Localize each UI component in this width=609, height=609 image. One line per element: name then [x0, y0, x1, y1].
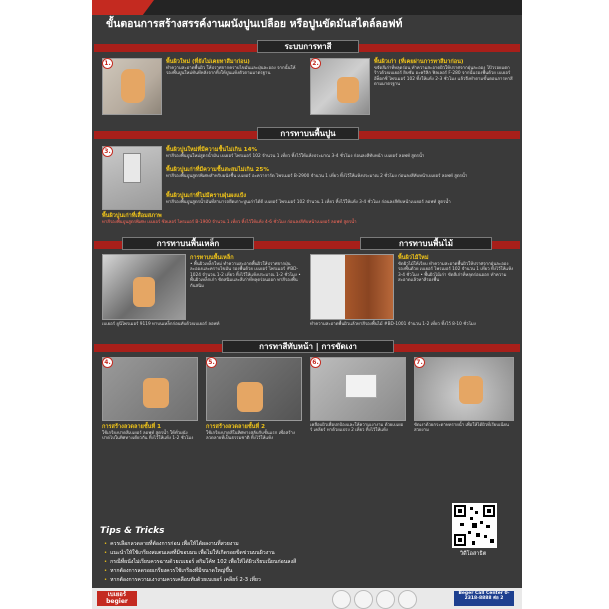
finish-step-4-text: ขัดเงาด้วยกระดาษทรายน้ำ เพื่อให้ได้ผิวที่เรียบเนียนสวยงาม	[414, 423, 509, 434]
step-3-text-1: ทาสีรองพื้นปูนใหม่สูตรน้ำมัน เบเยอร์ ไพรเมอร์ 102 จำนวน 1 เที่ยว ทิ้งไว้ให้แห้งประมาณ 3-4 ชั่วโมง ก่อนลงสีทับหน้า เบเยอร์ ลอฟท์ สูตรน้ำ	[166, 154, 425, 159]
tip-item: • กรณีที่ผนังไม่เรียบควรฉาบด้วยเบเยอร์ สกิมโค้ท 102 เพื่อให้ได้ผิวเรียบเนียนก่อนลงสี	[104, 559, 297, 565]
photo-polish	[414, 357, 514, 421]
photo-steel	[102, 254, 186, 320]
brush-icon	[345, 374, 377, 398]
step-3-label-2: พื้นผิวปูนเก่าที่มีความชื้นสะสมไม่เกิน 25%	[166, 167, 269, 173]
step-number-1: 1.	[102, 58, 113, 69]
tip-item: • หากต้องการความเงางามควรเคลือบทับด้วยเบเยอร์ เคลียร์ 2-3 เที่ยว	[104, 577, 261, 583]
certification-badge-icon	[398, 590, 417, 609]
certification-badge-icon	[332, 590, 351, 609]
photo-brush	[310, 357, 406, 421]
photo-trowel-1	[102, 357, 198, 421]
step-1-text: ทำความสะอาดพื้นผิว ให้ปราศจากคราบไขมันและฝุ่นละออง จากนั้นให้รองพื้นปูนใหม่ทันทีหลังจากทิ้งให้ปูนแห้งตัวตามมาตรฐาน	[166, 66, 296, 77]
step-number-5: 5.	[206, 357, 217, 368]
step-1-label: พื้นผิวใหม่ (ที่ยังไม่เคยทาสีมาก่อน)	[166, 59, 250, 65]
step-3-text-4: ทาสีรองพื้นปูนสูตรพิเศษ เบเยอร์ ซีลเลอร์ ไพรเมอร์ B-1900 จำนวน 1 เที่ยว ทิ้งไว้ให้แห้ง 4-6 ชั่วโมง ก่อนลงสีทับหน้าเบเยอร์ ลอฟท์ สูตรน้ำ	[102, 220, 357, 225]
wall-panel	[311, 255, 345, 319]
section-title-steel: การทาบนพื้นเหล็ก	[122, 237, 254, 250]
step-number-4: 4.	[102, 357, 113, 368]
section-title-floor: การทาบนพื้นปูน	[257, 127, 359, 140]
hand-icon	[121, 69, 145, 103]
brand-logo: เบเยอร์ begier	[97, 591, 137, 606]
step-3-label-4: พื้นผิวปูนเก่าที่เสื่อมสภาพ	[102, 213, 162, 219]
header-bar	[92, 0, 522, 15]
qr-code[interactable]	[452, 503, 497, 548]
hand-icon	[237, 382, 263, 412]
finish-step-1-text: ใช้เกรียงปาดสีเบเยอร์ ลอฟท์ สูตรน้ำ ให้ทั่วผนัง ปาดไปในทิศทางเดียวกัน ทิ้งไว้ให้แห้ง 1-2 ชั่วโมง	[102, 431, 194, 442]
steel-label: การทาบนพื้นเหล็ก	[190, 255, 234, 261]
hand-icon	[337, 77, 359, 103]
finish-step-2-label: การสร้างลวดลายชั้นที่ 2	[206, 424, 266, 430]
hand-icon	[143, 378, 169, 408]
wood-label: พื้นผิวไม้ใหม่	[398, 255, 429, 261]
qr-label: วิดีโอสาธิต	[460, 551, 487, 557]
finish-step-2-text: ใช้เกรียงปาดสีในทิศทางสลับกับชั้นแรก เพื่อสร้างลวดลายที่เป็นธรรมชาติ ทิ้งไว้ให้แห้ง	[206, 431, 296, 442]
step-number-2: 2.	[310, 58, 321, 69]
roller-icon	[123, 153, 141, 183]
finish-step-3-text: เคลือบผิวเพื่อปกป้องและให้ความเงางาม ด้วยเบเยอร์ เคลียร์ ทาด้วยแปรง 2 เที่ยว ทิ้งไว้ให้แห้ง	[310, 423, 404, 434]
certification-badge-icon	[354, 590, 373, 609]
step-3-label-1: พื้นผิวปูนใหม่ที่มีความชื้นไม่เกิน 14%	[166, 147, 258, 153]
call-center-badge: Beger Call Center 0-2318-8888 ต่อ 2	[454, 591, 514, 606]
step-3-text-2: ทาสีรองพื้นปูนสูตรพิเศษสำหรับผนังชื้น เบเยอร์ อะควาการ์ด ไพรเมอร์ B-2900 จำนวน 1 เที่ยว ทิ้งไว้ให้แห้งประมาณ 2 ชั่วโมง ก่อนลงสีทับหน้าเบเยอร์ ลอฟท์ สูตรน้ำ	[166, 174, 468, 179]
qr-icon	[452, 503, 497, 548]
tip-item: • แนะนำให้ใช้เกรียงสแตนเลสที่มีขอบมน เพื่อไม่ให้เกิดรอยขีดข่วนบนผิวงาน	[104, 550, 275, 556]
certification-badge-icon	[376, 590, 395, 609]
photo-wood	[310, 254, 394, 320]
section-title-painting: ระบบการทาสี	[257, 40, 359, 53]
tips-title: Tips & Tricks	[100, 526, 165, 536]
steel-footer-text: เบเยอร์ ยูนิไพรเมอร์ 9119 ทาบนเหล็กก่อนทับด้วยเบเยอร์ ลอฟท์	[102, 322, 220, 327]
hand-icon	[133, 277, 155, 307]
section-title-wood: การทาบนพื้นไม้	[360, 237, 492, 250]
steel-text: • พื้นผิวเหล็กใหม่ ทำความสะอาดพื้นผิวให้ปราศจากฝุ่นละอองและคราบไขมัน รองพื้นด้วย เบเยอร์ ไพรเมอร์ #BD-1024 จำนวน 1-2 เที่ยว ทิ้งไว้ให้แห้งประมาณ 1-2 ชั่วโมง • พื้นผิวเหล็กเก่า ขัดสนิมและสีเก่าที่หลุดร่อนออก ทาสีรองพื้นกันสนิม	[190, 262, 301, 289]
step-2-text: ขจัดสีเก่าที่หลุดร่อน ทำความสะอาดผิวให้ปราศจากฝุ่นละออง โป๊วรอยแตกร้าวด้วยเบเยอร์ ยิบซั่ม อะคริลิก ฟิลเลอร์ F-280 จากนั้นรองพื้นด้วย เบเยอร์ อีพ็อกซี่ ไพรเมอร์ 102 ทิ้งให้แห้ง 2-3 ชั่วโมง แล้วจึงทำตามขั้นตอนการทาสีตามมาตรฐาน	[374, 66, 513, 88]
hand-icon	[459, 376, 483, 404]
step-3-text-3: ทาสีรองพื้นปูนสูตรน้ำมันที่สามารถยึดเกาะปูนเก่าได้ดี เบเยอร์ ไพรเมอร์ 102 จำนวน 1 เที่ยว ทิ้งไว้ให้แห้ง 3-4 ชั่วโมง ก่อนลงสีทับหน้าเบเยอร์ ลอฟท์ สูตรน้ำ	[166, 200, 451, 205]
photo-trowel-2	[206, 357, 302, 421]
wood-footer-text: ทำความสะอาดพื้นผิวแล้วทาสีรองพื้นไม้ #BD-1001 จำนวน 1-2 เที่ยว ทิ้งไว้ 8-10 ชั่วโมง	[310, 322, 476, 327]
step-3-label-3: พื้นผิวปูนเก่าที่ไม่มีคราบฝุ่นผงแป้ง	[166, 193, 247, 199]
page-title: ขั้นตอนการสร้างสรรค์งานผนังปูนเปลือย หรือปูนขัดมันสไตล์ลอฟท์	[106, 18, 403, 30]
step-number-7: 7.	[414, 357, 425, 368]
step-2-label: พื้นผิวเก่า (ที่เคยผ่านการทาสีมาก่อน)	[374, 59, 464, 65]
tip-item: • หากต้องการลดรอยเกรียงควรใช้เกรียงที่มีขนาดใหญ่ขึ้น	[104, 568, 233, 574]
finish-step-1-label: การสร้างลวดลายชั้นที่ 1	[102, 424, 162, 430]
poster	[92, 0, 522, 609]
section-title-finish: การทาสีทับหน้า | การขัดเงา	[222, 340, 394, 353]
step-number-3: 3.	[102, 146, 113, 157]
step-number-6: 6.	[310, 357, 321, 368]
tip-item: • ควรเลือกลวดลายที่ต้องการก่อน เพื่อให้ได้ผลงานที่สวยงาม	[104, 541, 239, 547]
wood-text: ขัดผิวไม้ให้เรียบ ทำความสะอาดพื้นผิวให้ปราศจากฝุ่นละออง รองพื้นด้วย เบเยอร์ ไพรเมอร์ 102 จำนวน 1 เที่ยว ทิ้งไว้ให้แห้ง 3-4 ชั่วโมง • พื้นผิวไม้เก่า ขัดสีเก่าที่หลุดร่อนออก ทำความสะอาดแล้วทาสีรองพื้น	[398, 262, 514, 284]
